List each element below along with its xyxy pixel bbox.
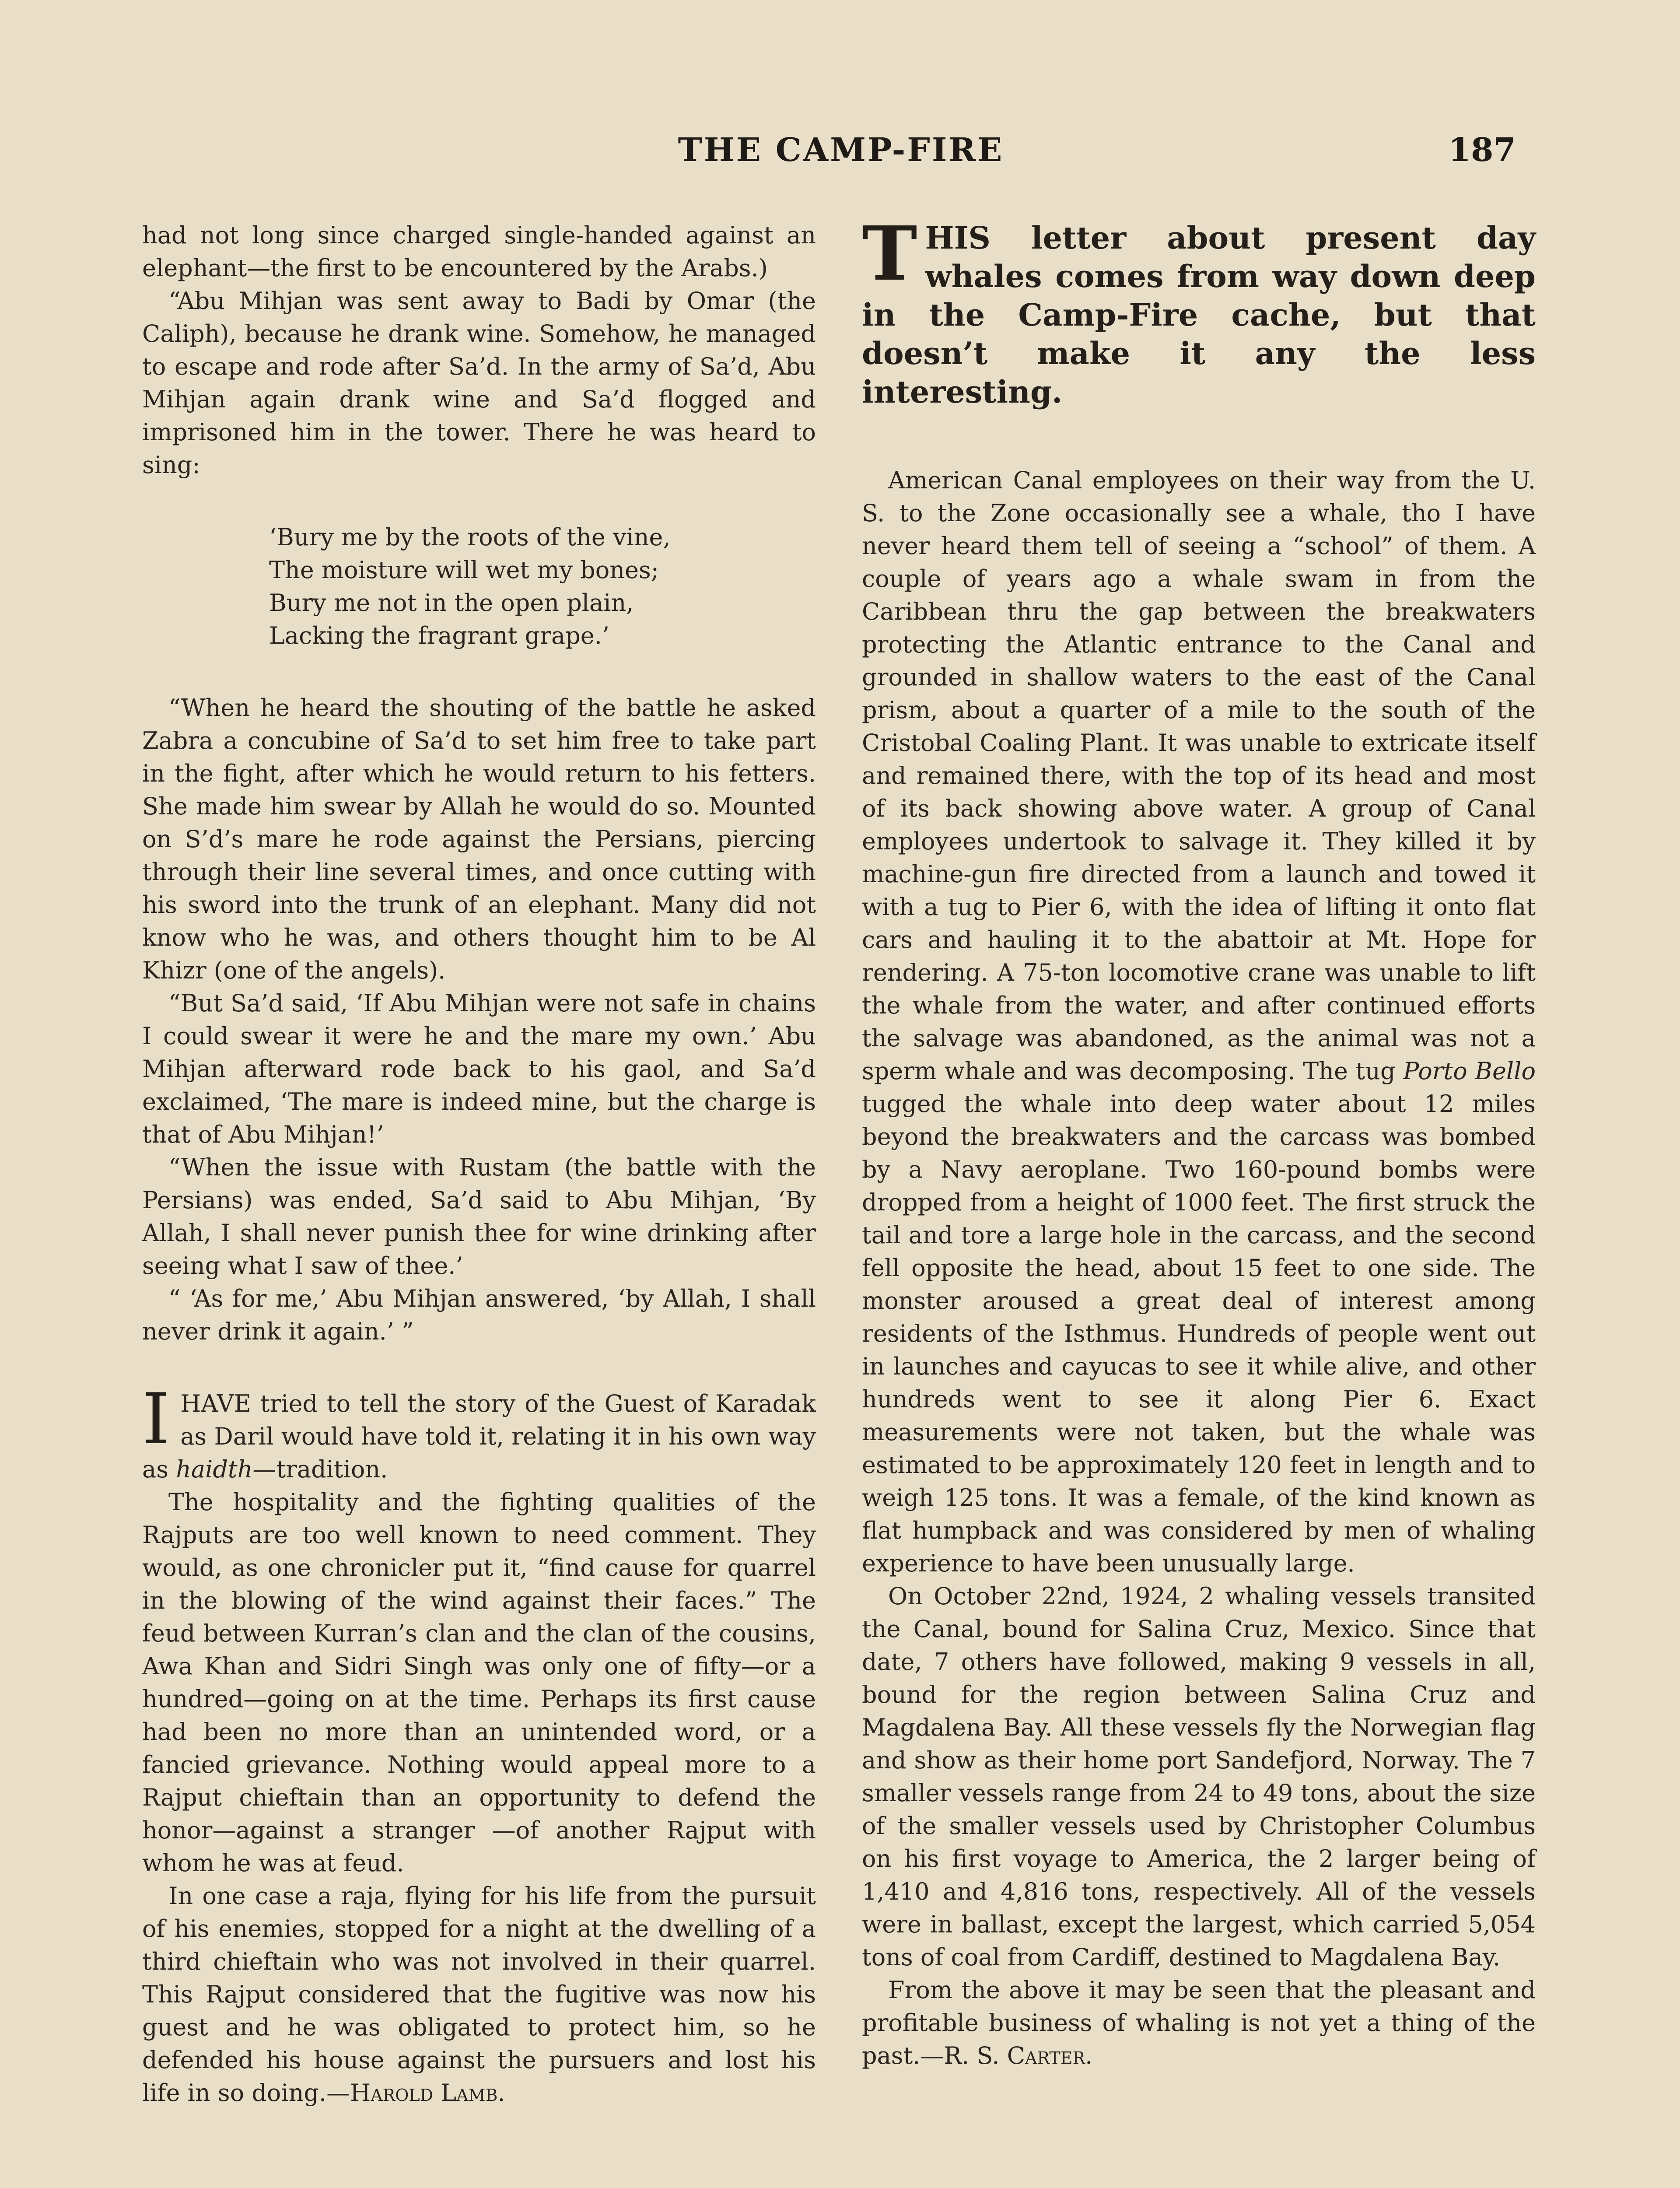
poem-line: Lacking the fragrant grape.’ — [269, 622, 610, 649]
section-guest-of-karadak — [142, 1378, 816, 2109]
running-head-title: THE CAMP-FIRE — [678, 131, 1004, 169]
drop-cap: T — [862, 210, 917, 298]
paragraph: “ ‘As for me,’ Abu Mihjan answered, ‘by Allah, I shall never drink it again.’ ” — [142, 1285, 816, 1345]
paragraph: The hospitality and the fighting qualities of the Rajputs are too well known to need comment. They would, as one chronicler put it, “find cause for quarrel in the blowing of the wind against their faces.” The feud between Kurran’s clan and the clan of the cousins, Awa Khan and Sidri Singh was only one of fifty—or a hundred—going on at the time. Perhaps its first cause had been no more than an unintended word, or a fancied grievance. Nothing would appeal more to a Rajput chieftain than an opportunity to defend the honor—against a stranger —of another Rajput with whom he was at feud. — [142, 1488, 816, 1877]
paragraph: “Abu Mihjan was sent away to Badi by Omar (the Caliph), because he drank wine. Somehow, he managed to escape and rode after Sa’d. In the army of Sa’d, Abu Mihjan again drank wine and Sa’d flogged and imprisoned him in the tower. There he was heard to sing: — [142, 287, 816, 479]
author-signature: Harold Lamb. — [350, 2079, 505, 2107]
letter-body — [862, 464, 1536, 2072]
right-column — [862, 210, 1536, 2072]
paragraph-text: tugged the whale into deep water about 12 miles beyond the breakwaters and the carcass was bombed by a Navy aeroplane. Two 160-pound bombs were dropped from a height of 1000 feet. The first struck the tail and tore a large hole in the carcass, and the second fell opposite the head, about 15 feet to one side. The monster aroused a great deal of interest among residents of the Isthmus. Hundreds of people went out in launches and cayucas to see it while alive, and other hundreds went to see it along Pier 6. Exact measurements were not taken, but the whale was estimated to be approximately 120 feet in length and to weigh 125 tons. It was a female, of the kind known as flat humpback and was considered by men of whaling experience to have been unusually large. — [862, 1090, 1536, 1577]
paragraph: “When the issue with Rustam (the battle with the Persians) was ended, Sa’d said to Abu Mihjan, ‘By Allah, I shall never punish thee for wine drinking after seeing what I saw of thee.’ — [142, 1154, 816, 1280]
paragraph: had not long since charged single-handed against an elephant—the first to be encountered by the Arabs.) — [142, 221, 816, 282]
poem-verse — [269, 521, 816, 652]
paragraph-text: In one case a raja, flying for his life from the pursuit of his enemies, stopped for a night at the dwelling of a third chieftain who was not involved in their quarrel. This Rajput considered that the fugitive was now his guest and he was obligated to protect him, so he defended his house against the pursuers and lost his life in so doing.— — [142, 1882, 816, 2107]
page-number: 187 — [1448, 131, 1516, 169]
intro-text-tail: —tradition. — [252, 1455, 388, 1483]
paragraph — [142, 1879, 816, 2109]
paragraph-text: From the above it may be seen that the pleasant and profitable business of whaling is not yet a thing of the past.— — [862, 1976, 1536, 2069]
left-column — [142, 219, 816, 2109]
paragraph: “But Sa’d said, ‘If Abu Mihjan were not safe in chains I could swear it were he and the mare my own.’ Abu Mihjan afterward rode back to his gaol, and Sa’d exclaimed, ‘The mare is indeed mine, but the charge is that of Abu Mihjan!’ — [142, 989, 816, 1148]
paragraph: “When he heard the shouting of the battle he asked Zabra a concubine of Sa’d to set him free to take part in the fight, after which he would return to his fetters. She made him swear by Allah he would do so. Mounted on S’d’s mare he rode against the Persians, piercing through their line several times, and once cutting with his sword into the trunk of an elephant. Many did not know who he was, and others thought him to be Al Khizr (one of the angels). — [142, 694, 816, 984]
poem-line: The moisture will wet my bones; — [269, 556, 659, 584]
poem-line: ‘Bury me by the roots of the vine, — [269, 523, 671, 551]
paragraph: On October 22nd, 1924, 2 whaling vessels transited the Canal, bound for Salina Cruz, Mexico. Since that date, 7 others have followed, making 9 vessels in all, bound for the region between Salina Cruz and Magdalena Bay. All these vessels fly the Norwegian flag and show as their home port Sandefjord, Norway. The 7 smaller vessels range from 24 to 49 tons, about the size of the smaller vessels used by Christopher Columbus on his first voyage to America, the 2 larger being of 1,410 and 4,816 tons, respectively. All of the vessels were in ballast, except the largest, which carried 5,054 tons of coal from Cardiff, destined to Magdalena Bay. — [862, 1582, 1536, 1971]
poem-line: Bury me not in the open plain, — [269, 589, 634, 617]
intro-text: HIS letter about present day whales comes from way down deep in the Camp-Fire cache, but that doesn’t make it any the less interesting. — [862, 220, 1536, 410]
ship-name: Porto Bello — [1403, 1057, 1536, 1085]
paragraph — [862, 1974, 1536, 2072]
paragraph — [862, 464, 1536, 1580]
intro-text: HAVE tried to tell the story of the Guest of Karadak as Daril would have told it, relating it in his own way as — [142, 1390, 816, 1483]
paragraph-text: American Canal employees on their way from the U. S. to the Zone occasionally see a whale, tho I have never heard them tell of seeing a “school” of them. A couple of years ago a whale swam in from the Caribbean thru the gap between the breakwaters protecting the Atlantic entrance to the Canal and grounded in shallow waters to the east of the Canal prism, about a quarter of a mile to the south of the Cristobal Coaling Plant. It was unable to extricate itself and remained there, with the top of its head and most of its back showing above water. A group of Canal employees undertook to salvage it. They killed it by machine-gun fire directed from a launch and towed it with a tug to Pier 6, with the idea of lifting it onto flat cars and hauling it to the abattoir at Mt. Hope for rendering. A 75-ton locomotive crane was unable to lift the whale from the water, and after continued efforts the salvage was abandoned, as the animal was not a sperm whale and was decomposing. The tug — [862, 466, 1536, 1085]
section-intro-paragraph — [142, 1378, 816, 1486]
drop-cap: I — [142, 1378, 170, 1460]
author-signature: R. S. Carter. — [944, 2042, 1093, 2069]
italic-term: haidth — [176, 1455, 253, 1483]
section-intro-headline — [862, 210, 1536, 411]
